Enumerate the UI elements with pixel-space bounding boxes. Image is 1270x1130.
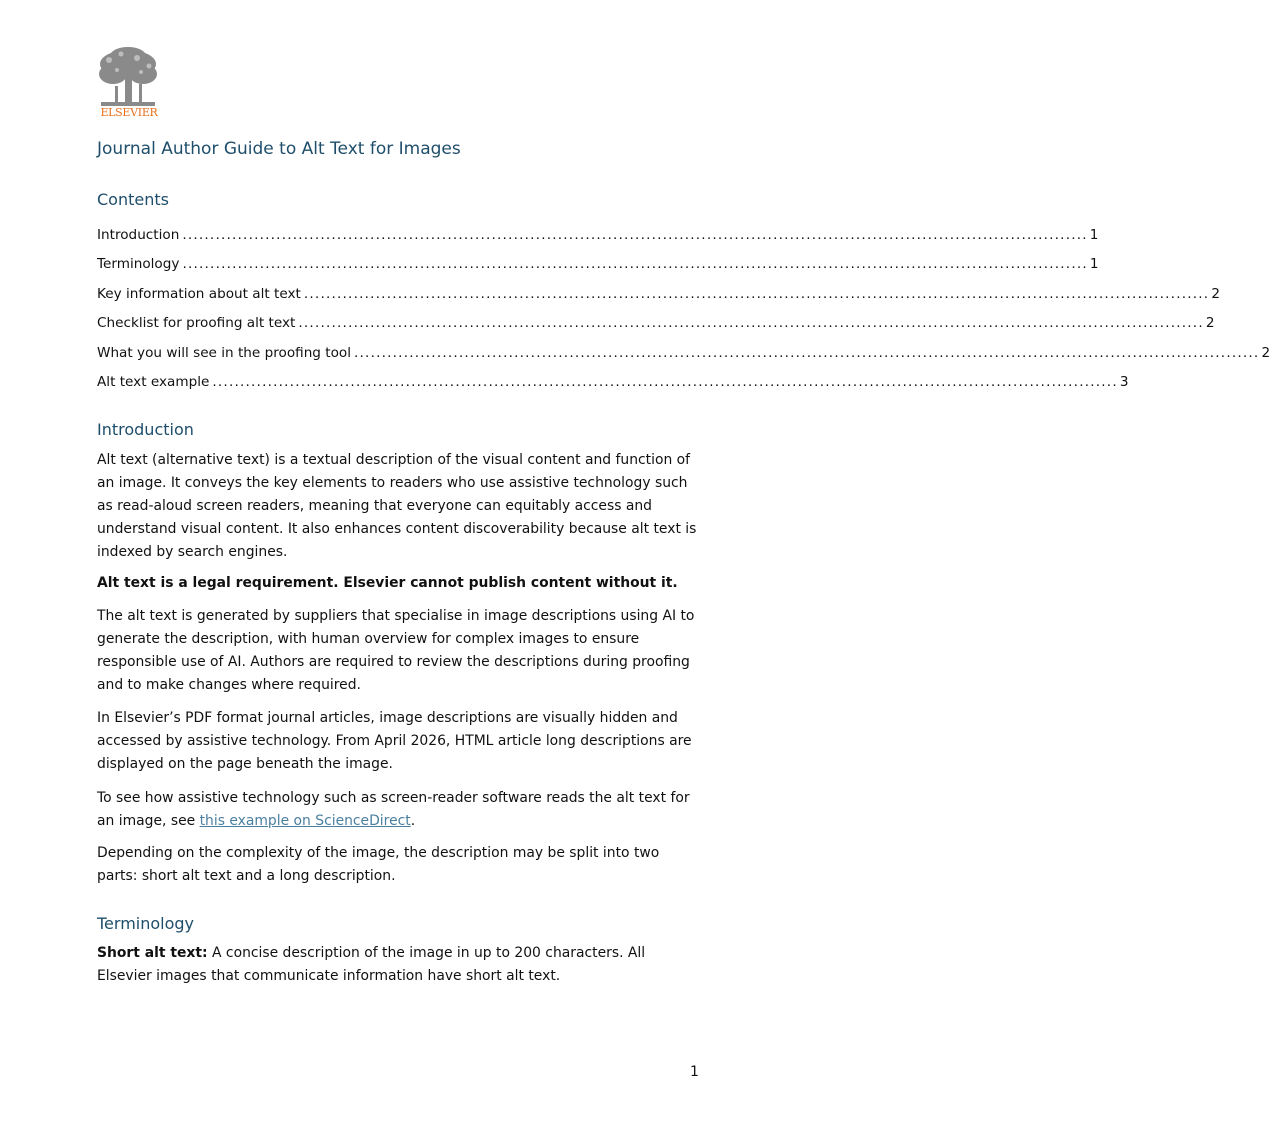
toc-item-introduction[interactable] xyxy=(97,225,1099,245)
terminology-short-alt-text xyxy=(97,942,703,988)
toc-leader: .................................................................................................................................................................... xyxy=(212,374,1118,390)
toc-leader: .................................................................................................................................................................... xyxy=(303,286,1210,302)
document-title: Journal Author Guide to Alt Text for Images xyxy=(97,139,461,159)
intro-paragraph-5-text: To see how assistive technology such as screen-reader software reads the alt text for an image, see xyxy=(97,790,690,829)
toc-page-number: 1 xyxy=(1089,256,1099,272)
term-definition: A concise description of the image in up to 200 characters. All Elsevier images that communicate information have short alt text. xyxy=(97,945,646,984)
intro-paragraph-6: Depending on the complexity of the image, the description may be split into two parts: short alt text and a long description. xyxy=(97,845,660,884)
toc-label: Alt text example xyxy=(97,374,210,390)
term-label: Short alt text: xyxy=(97,945,208,961)
toc-leader: .................................................................................................................................................................... xyxy=(298,315,1204,331)
toc-page-number: 2 xyxy=(1205,315,1215,331)
toc-leader: .................................................................................................................................................................... xyxy=(182,227,1088,243)
intro-paragraph-3: The alt text is generated by suppliers that specialise in image descriptions using AI to generate the description, with human overview for complex images to ensure responsible use of AI. Authors are required to review the descriptions during proofing and to make changes where required. xyxy=(97,608,695,693)
toc-label: Key information about alt text xyxy=(97,286,301,302)
page-number: 1 xyxy=(690,1064,699,1080)
terminology-heading: Terminology xyxy=(97,914,195,933)
toc-page-number: 3 xyxy=(1119,374,1129,390)
sciencedirect-example-link[interactable]: this example on ScienceDirect xyxy=(199,813,411,829)
toc-item-key-information[interactable] xyxy=(97,284,1220,304)
toc-leader: .................................................................................................................................................................... xyxy=(354,345,1260,361)
toc-page-number: 2 xyxy=(1261,345,1270,361)
intro-paragraph-5 xyxy=(97,787,703,833)
toc-item-alt-text-example[interactable] xyxy=(97,372,1129,392)
intro-paragraph-4: In Elsevier’s PDF format journal articles, image descriptions are visually hidden and accessed by assistive technology. From April 2026, HTML article long descriptions are displayed on the page beneath the image. xyxy=(97,710,692,772)
toc-page-number: 1 xyxy=(1089,227,1099,243)
toc-label: Terminology xyxy=(97,256,180,272)
intro-paragraph-1: Alt text (alternative text) is a textual description of the visual content and function of an image. It conveys the key elements to readers who use assistive technology such as read-aloud screen readers, meaning that everyone can equitably access and understand visual content. It also enhances content discoverability because alt text is indexed by search engines. xyxy=(97,452,697,560)
toc-item-checklist[interactable] xyxy=(97,313,1215,333)
introduction-heading: Introduction xyxy=(97,420,194,439)
toc-page-number: 2 xyxy=(1211,286,1220,302)
intro-paragraph-legal: Alt text is a legal requirement. Elsevier cannot publish content without it. xyxy=(97,575,678,591)
toc-label: What you will see in the proofing tool xyxy=(97,345,351,361)
toc-label: Checklist for proofing alt text xyxy=(97,315,296,331)
toc-label: Introduction xyxy=(97,227,180,243)
toc-item-proofing-tool[interactable] xyxy=(97,343,1270,363)
toc-item-terminology[interactable] xyxy=(97,254,1099,274)
elsevier-wordmark: ELSEVIER xyxy=(100,106,158,119)
intro-paragraph-5-end: . xyxy=(410,813,416,829)
toc-leader: .................................................................................................................................................................... xyxy=(182,256,1088,272)
contents-heading: Contents xyxy=(97,190,169,209)
